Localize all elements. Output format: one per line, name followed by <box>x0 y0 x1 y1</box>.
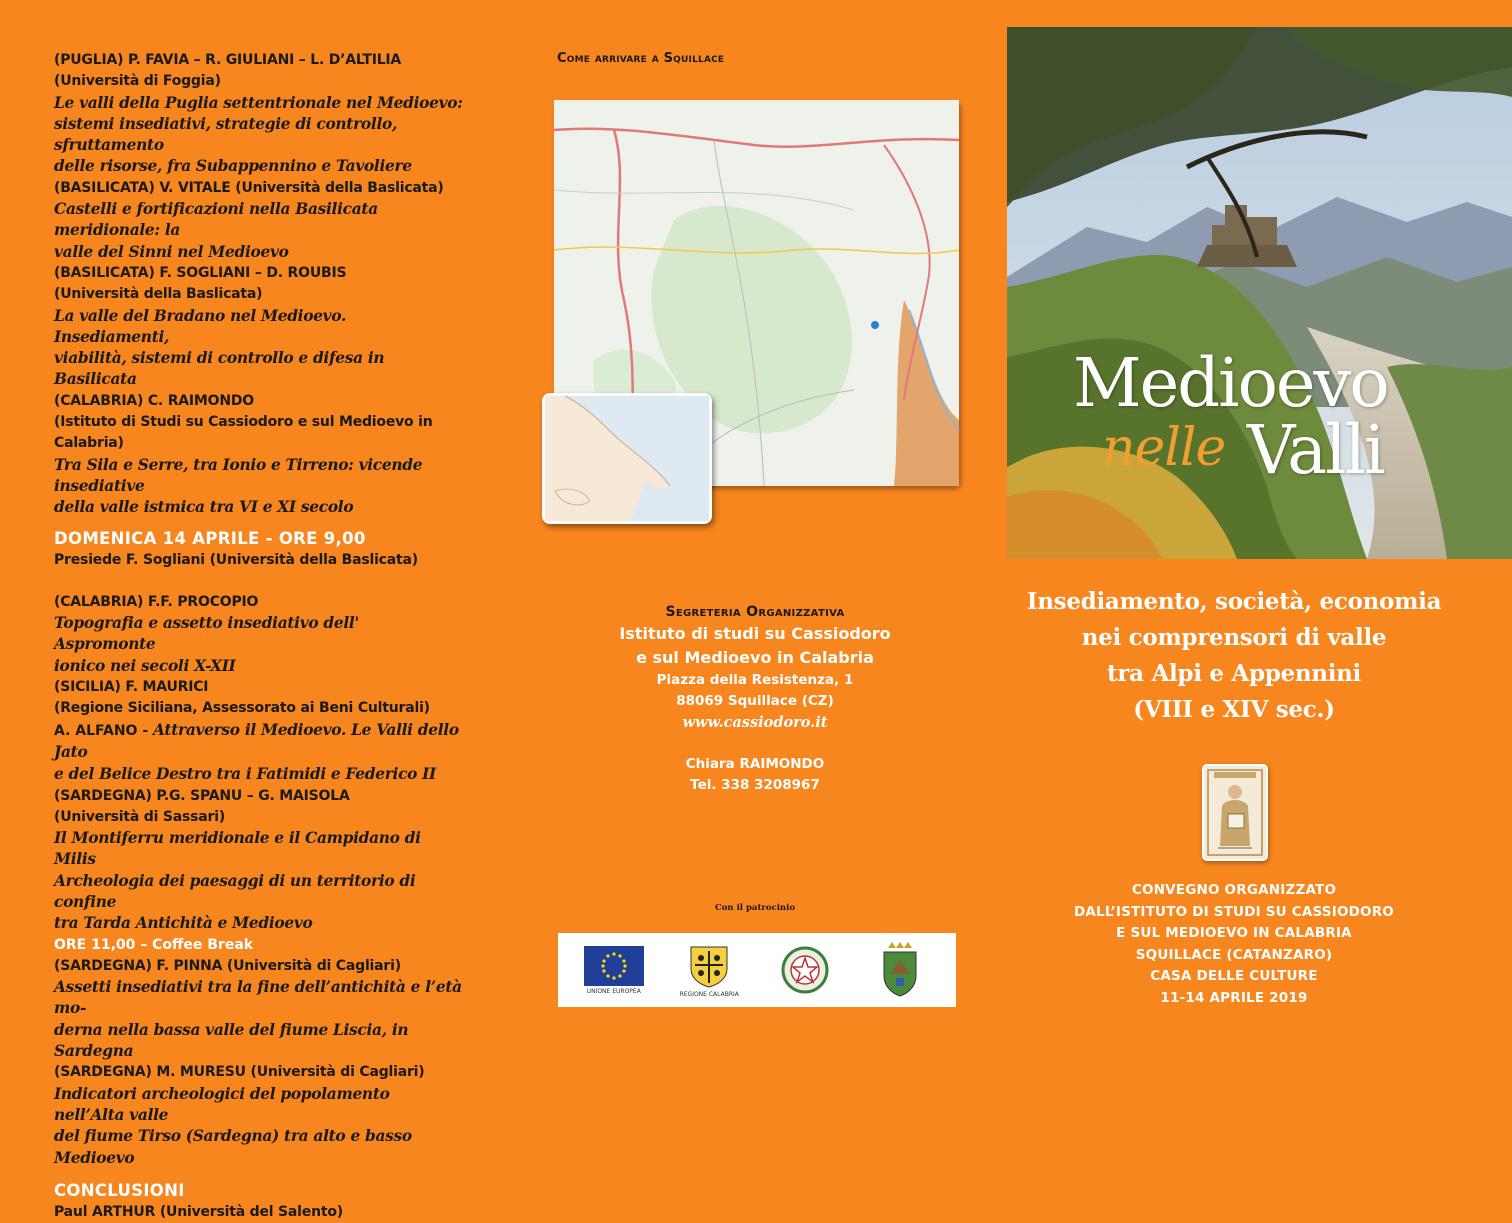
organizer-line-3: E SUL MEDIOEVO IN CALABRIA <box>1116 925 1352 941</box>
sunday-title: DOMENICA 14 APRILE - ORE 9,00 <box>54 528 366 548</box>
talk-title-line: sistemi insediativi, strategie di controllo, sfruttamento <box>54 114 398 155</box>
talk-title-line: tra Tarda Antichità e Medioevo <box>54 914 313 933</box>
talk-title-line: e del Belice Destro tra i Fatimidi e Federico II <box>54 765 436 784</box>
talk-title-line: La valle del Bradano nel Medioevo. Insediamenti, <box>54 306 347 346</box>
talk-title-line: Le valli della Puglia settentrionale nel Medioevo: <box>54 93 463 112</box>
speaker-line: (CALABRIA) F.F. PROCOPIO <box>54 593 259 610</box>
talk-title-line: del fiume Tirso (Sardegna) tra alto e basso Medioevo <box>54 1127 412 1167</box>
talk-title-line: Il Montiferru meridionale e il Campidano di Milis <box>54 829 421 869</box>
speaker-line: (BASILICATA) F. SOGLIANI – D. ROUBIS <box>54 264 347 281</box>
organizer-block <box>1046 880 1422 1009</box>
how-to-reach-title: Come arrivare a Squillace <box>557 51 725 66</box>
speaker-line: (Regione Siciliana, Assessorato ai Beni Culturali) <box>54 700 430 717</box>
contact-name: Chiara RAIMONDO <box>685 756 825 772</box>
speaker-line: (SARDEGNA) M. MURESU (Università di Cagliari) <box>54 1064 425 1081</box>
speaker-line: (Università della Baslicata) <box>54 286 263 303</box>
conclusions-speaker: Paul ARTHUR (Università del Salento) <box>54 1203 343 1220</box>
sunday-session-part1 <box>54 592 464 720</box>
patronage-label: Con il patrocinio <box>715 903 795 913</box>
calabria-region-icon <box>674 938 744 1002</box>
organizer-line-5: CASA DELLE CULTURE <box>1150 968 1318 984</box>
organizer-line-6: 11-14 APRILE 2019 <box>1160 989 1308 1006</box>
organizer-line-4: SQUILLACE (CATANZARO) <box>1135 946 1333 963</box>
sunday-chair: Presiede F. Sogliani (Università della Baslicata) <box>54 551 418 568</box>
cover-title-valli: Valli <box>1247 411 1384 489</box>
subtitle-line-1: Insediamento, società, economia <box>1026 588 1442 615</box>
talk-title-line: ionico nei secoli X-XII <box>54 656 236 675</box>
organizer-line-1: CONVEGNO ORGANIZZATO <box>1131 882 1337 898</box>
talk-title-line: Topografia e assetto insediativo dell' Aspromonte <box>54 614 359 654</box>
subtitle-line-3: tra Alpi e Appennini <box>1107 660 1361 687</box>
alfano-speaker: A. ALFANO - <box>54 722 149 739</box>
alfano-entry <box>54 720 464 765</box>
secretariat-title: Segreteria Organizzativa <box>665 604 845 620</box>
talk-title-line: Tra Sila e Serre, tra Ionio e Tirreno: vicende insediative <box>54 455 423 495</box>
institute-line-2: e sul Medioevo in Calabria <box>636 648 874 667</box>
program-column <box>54 50 464 1223</box>
speaker-line: (CALABRIA) C. RAIMONDO <box>54 392 254 409</box>
talk-title-line: Assetti insediativi tra la fine dell’antichità e l’età mo- <box>54 978 462 1018</box>
subtitle-line-2: nei comprensori di valle <box>1081 624 1387 651</box>
speaker-line: (Università di Sassari) <box>54 808 226 825</box>
talk-title-line: Castelli e fortificazioni nella Basilicata meridionale: la <box>54 200 378 240</box>
talk-title-line: valle del Sinni nel Medioevo <box>54 242 289 261</box>
address-line-1: Piazza della Resistenza, 1 <box>656 672 854 688</box>
talk-title-line: viabilità, sistemi di controllo e difesa in Basilicata <box>54 349 385 389</box>
eu-flag-icon <box>579 938 649 1002</box>
talk-title-line: Archeologia dei paesaggi di un territorio di confine <box>54 871 416 911</box>
contact-phone: Tel. 338 3208967 <box>690 777 820 793</box>
cover-title-medioevo: Medioevo <box>1073 344 1388 422</box>
squillace-crest-icon <box>865 938 935 1002</box>
institute-line-1: Istituto di studi su Cassiodoro <box>619 624 891 643</box>
speaker-line: (SARDEGNA) P.G. SPANU – G. MAISOLA <box>54 787 350 804</box>
speaker-line: (Università di Foggia) <box>54 73 221 90</box>
conclusions-title: CONCLUSIONI <box>54 1180 185 1200</box>
sunday-session-part2 <box>54 764 464 1169</box>
website-link[interactable]: www.cassiodoro.it <box>682 714 828 731</box>
secretariat-block <box>600 602 910 796</box>
cassiodorus-image <box>1202 764 1268 861</box>
italy-locator-map <box>542 393 712 524</box>
saturday-session <box>54 50 464 519</box>
speaker-line: (PUGLIA) P. FAVIA – R. GIULIANI – L. D’ALTILIA <box>54 52 402 68</box>
organizer-line-2: DALL’ISTITUTO DI STUDI SU CASSIODORO <box>1073 903 1394 920</box>
talk-title-line: della valle istmica tra VI e XI secolo <box>54 498 354 517</box>
talk-title-line: delle risorse, fra Subappennino e Tavoliere <box>54 157 412 176</box>
address-line-2: 88069 Squillace (CZ) <box>676 693 834 709</box>
speaker-line: (SICILIA) F. MAURICI <box>54 679 209 696</box>
speaker-line: (Istituto di Studi su Cassiodoro e sul Medioevo in Calabria) <box>54 414 433 452</box>
cover-title-nelle: nelle <box>1102 418 1226 478</box>
speaker-line: (SARDEGNA) F. PINNA (Università di Cagliari) <box>54 957 401 974</box>
patron-logos <box>558 933 956 1007</box>
speaker-line: (BASILICATA) V. VITALE (Università della Baslicata) <box>54 179 444 196</box>
talk-title-line: Indicatori archeologici del popolamento nell’Alta valle <box>54 1084 390 1124</box>
eu-caption: UNIONE EUROPEA <box>586 987 641 995</box>
calabria-caption: REGIONE CALABRIA <box>679 990 739 998</box>
talk-title-line: derna nella bassa valle del fiume Liscia, in Sardegna <box>54 1020 409 1061</box>
italy-outline <box>545 396 709 521</box>
conference-subtitle <box>1010 584 1458 728</box>
italian-republic-emblem-icon <box>770 938 840 1002</box>
alfano-talk: Attraverso il Medioevo. Le Valli dello Jato <box>54 720 459 761</box>
break-line: ORE 11,00 – Coffee Break <box>54 936 254 953</box>
subtitle-line-4: (VIII e XIV sec.) <box>1133 696 1335 723</box>
